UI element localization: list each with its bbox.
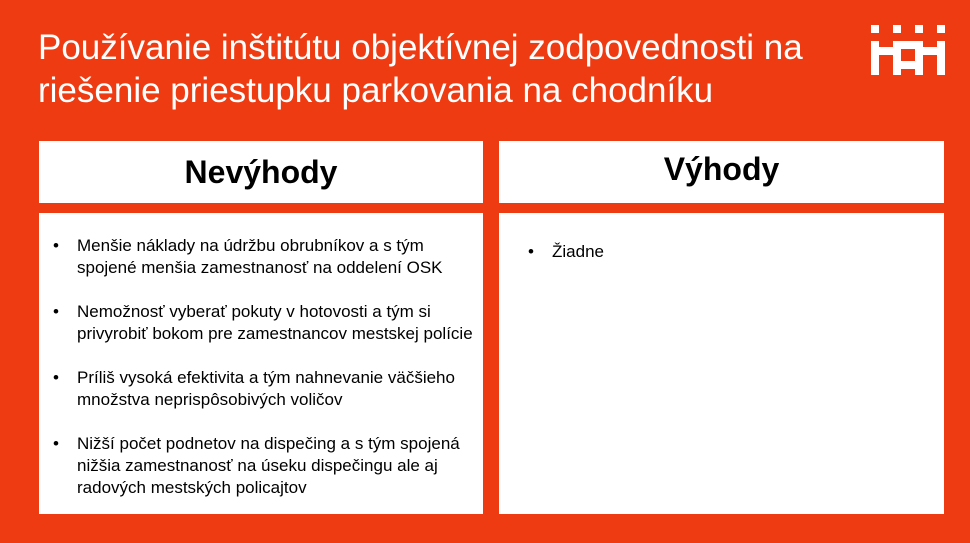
disadvantage-text: Nižší počet podnetov na dispečing a s tým spojená nižšia zamestnanosť na úseku dispečingu ale aj radových mestských policajtov	[77, 434, 460, 497]
disadvantage-item	[39, 235, 483, 279]
slide-title	[38, 26, 848, 112]
disadvantages-panel	[39, 213, 483, 514]
disadvantage-item	[39, 367, 483, 411]
bullet-dot: •	[53, 368, 59, 387]
advantage-item	[514, 241, 934, 263]
bullet-dot: •	[53, 302, 59, 321]
city-logo-icon	[871, 25, 945, 75]
bullet-dot: •	[53, 434, 59, 453]
advantages-heading: Výhody	[663, 151, 780, 187]
slide-title-line-1: Používanie inštitútu objektívnej zodpovednosti na	[38, 28, 803, 67]
disadvantage-item	[39, 301, 483, 345]
advantages-list	[514, 241, 934, 263]
disadvantage-text: Príliš vysoká efektivita a tým nahnevanie väčšieho množstva neprispôsobivých voličov	[77, 368, 455, 409]
bullet-dot: •	[53, 236, 59, 255]
disadvantages-heading: Nevýhody	[184, 153, 338, 190]
advantages-header	[499, 141, 944, 203]
slide-title-line-2: riešenie priestupku parkovania na chodníku	[38, 71, 714, 110]
disadvantages-header	[39, 141, 483, 203]
advantages-panel	[499, 213, 944, 514]
disadvantage-text: Menšie náklady na údržbu obrubníkov a s tým spojené menšia zamestnanosť na oddelení OSK	[77, 236, 443, 277]
bullet-dot: •	[528, 242, 534, 261]
disadvantage-text: Nemožnosť vyberať pokuty v hotovosti a tým si privyrobiť bokom pre zamestnancov mestskej polície	[77, 302, 473, 343]
disadvantages-list	[39, 235, 483, 521]
advantage-text: Žiadne	[552, 242, 604, 261]
disadvantage-item	[39, 433, 483, 499]
